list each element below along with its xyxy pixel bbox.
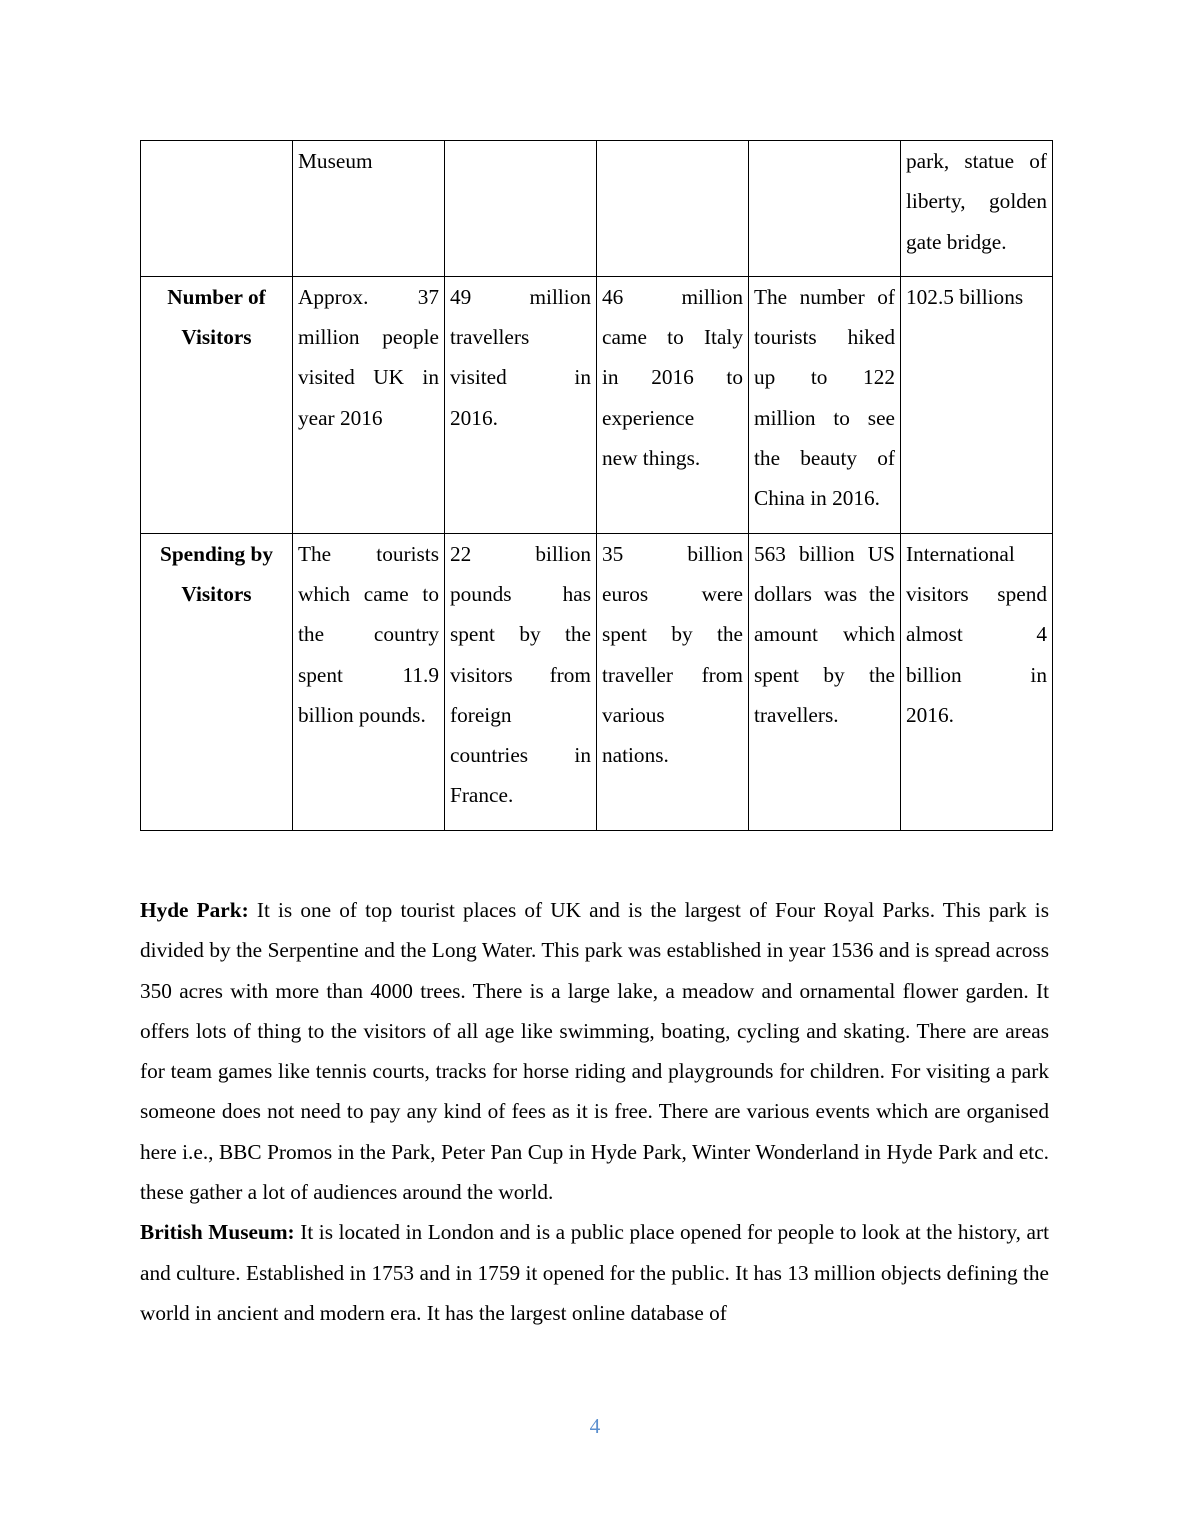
table-cell: [597, 276, 749, 533]
table-cell: [293, 276, 445, 533]
table-cell: [749, 533, 901, 830]
paragraph-heading-british-museum: British Museum:: [140, 1220, 295, 1245]
cell-text-line: visited in: [450, 365, 591, 390]
cell-text-line: the country: [298, 622, 439, 647]
paragraph-british-museum: [140, 1212, 1049, 1333]
cell-text-line: 2016.: [450, 405, 498, 430]
cell-text-line: million to see: [754, 405, 895, 430]
cell-text-line: spent 11.9: [298, 662, 439, 687]
row-header-cell: [141, 276, 293, 533]
cell-text-line: new things.: [602, 446, 701, 471]
table-cell: [749, 141, 901, 277]
paragraph-body-hyde-park: It is one of top tourist places of UK and is the largest of Four Royal Parks. This park is divided by the Serpentine and the Long Water. This park was established in year 1536 and is spread across 350 acres with more than 4000 trees. There is a large lake, a meadow and ornamental flower garden. It offers lots of thing to the visitors of all age like swimming, boating, cycling and skating. There are areas for team games like tennis courts, tracks for horse riding and playgrounds for children. For visiting a park someone does not need to pay any kind of fees as it is free. There are various events which are organised here i.e., BBC Promos in the Park, Peter Pan Cup in Hyde Park, Winter Wonderland in Hyde Park and etc. these gather a lot of audiences around the world.: [140, 898, 1049, 1205]
cell-text-line: came to Italy: [602, 325, 743, 350]
cell-text-line: euros were: [602, 581, 743, 606]
cell-text-line: 22 billion: [450, 541, 591, 566]
row-header-line: Spending by: [159, 541, 274, 566]
cell-text-line: in 2016 to: [602, 365, 743, 390]
body-text: [140, 890, 1049, 1333]
cell-text-line: International: [906, 541, 1015, 566]
cell-text-line: China in 2016.: [754, 486, 881, 511]
cell-text-line: spent by the: [754, 662, 895, 687]
row-header-line: Number of: [167, 284, 266, 309]
row-header-line: Visitors: [181, 581, 252, 606]
cell-text-line: travellers: [450, 325, 530, 350]
cell-text-line: spent by the: [602, 622, 743, 647]
cell-text-line: gate bridge.: [906, 229, 1007, 254]
cell-text-line: 102.5 billions: [906, 284, 1024, 309]
table-cell: [749, 276, 901, 533]
table-cell: [597, 533, 749, 830]
cell-text-line: various: [602, 702, 665, 727]
cell-text-line: liberty, golden: [906, 189, 1047, 214]
cell-text-line: 563 billion US: [754, 541, 895, 566]
cell-text-line: the beauty of: [754, 446, 895, 471]
cell-text-line: France.: [450, 783, 514, 808]
table-cell: [901, 141, 1053, 277]
cell-text-line: foreign: [450, 702, 512, 727]
cell-text-line: billion in: [906, 662, 1047, 687]
row-header-line: Visitors: [181, 325, 252, 350]
table-cell: [597, 141, 749, 277]
cell-text-line: The number of: [754, 284, 895, 309]
table-row: [141, 533, 1053, 830]
table-cell: [901, 533, 1053, 830]
cell-text-line: which came to: [298, 581, 439, 606]
tourism-comparison-table: [140, 140, 1053, 831]
page-number: 4: [589, 1414, 601, 1438]
cell-text-line: up to 122: [754, 365, 895, 390]
cell-text-line: visited UK in: [298, 365, 439, 390]
cell-text-line: dollars was the: [754, 581, 895, 606]
cell-text-line: visitors spend: [906, 581, 1047, 606]
cell-text-line: Museum: [298, 149, 373, 173]
table-cell: [293, 141, 445, 277]
cell-text-line: visitors from: [450, 662, 591, 687]
cell-text-line: 35 billion: [602, 541, 743, 566]
cell-text-line: 2016.: [906, 702, 954, 727]
cell-text-line: The tourists: [298, 541, 439, 566]
cell-text-line: Approx. 37: [298, 284, 439, 309]
row-header-cell: [141, 141, 293, 277]
table-cell: [293, 533, 445, 830]
paragraph-heading-hyde-park: Hyde Park:: [140, 898, 249, 922]
cell-text-line: 49 million: [450, 284, 591, 309]
table-cell: [901, 276, 1053, 533]
table-body: [141, 141, 1053, 831]
paragraph-hyde-park: [140, 890, 1049, 1212]
table-row: [141, 276, 1053, 533]
cell-text-line: spent by the: [450, 622, 591, 647]
paragraph-body-british-museum: It is located in London and is a public place opened for people to look at the history, art and culture. Established in 1753 and in 1759 it opened for the public. It has 13 million objects defining the world in ancient and modern era. It has the largest online database of: [140, 1220, 1050, 1325]
cell-text-line: million people: [298, 325, 439, 350]
cell-text-line: pounds has: [450, 581, 591, 606]
cell-text-line: tourists hiked: [754, 325, 895, 350]
cell-text-line: countries in: [450, 743, 591, 768]
table-cell: [445, 276, 597, 533]
cell-text-line: travellers.: [754, 702, 839, 727]
cell-text-line: almost 4: [906, 622, 1047, 647]
table-cell: [445, 141, 597, 277]
cell-text-line: 46 million: [602, 284, 743, 309]
table-cell: [445, 533, 597, 830]
table-row: [141, 141, 1053, 277]
row-header-cell: [141, 533, 293, 830]
cell-text-line: traveller from: [602, 662, 743, 687]
cell-text-line: nations.: [602, 743, 669, 768]
cell-text-line: experience: [602, 405, 695, 430]
cell-text-line: billion pounds.: [298, 702, 426, 727]
cell-text-line: amount which: [754, 622, 895, 647]
cell-text-line: park, statue of: [906, 149, 1047, 173]
cell-text-line: year 2016: [298, 405, 383, 430]
